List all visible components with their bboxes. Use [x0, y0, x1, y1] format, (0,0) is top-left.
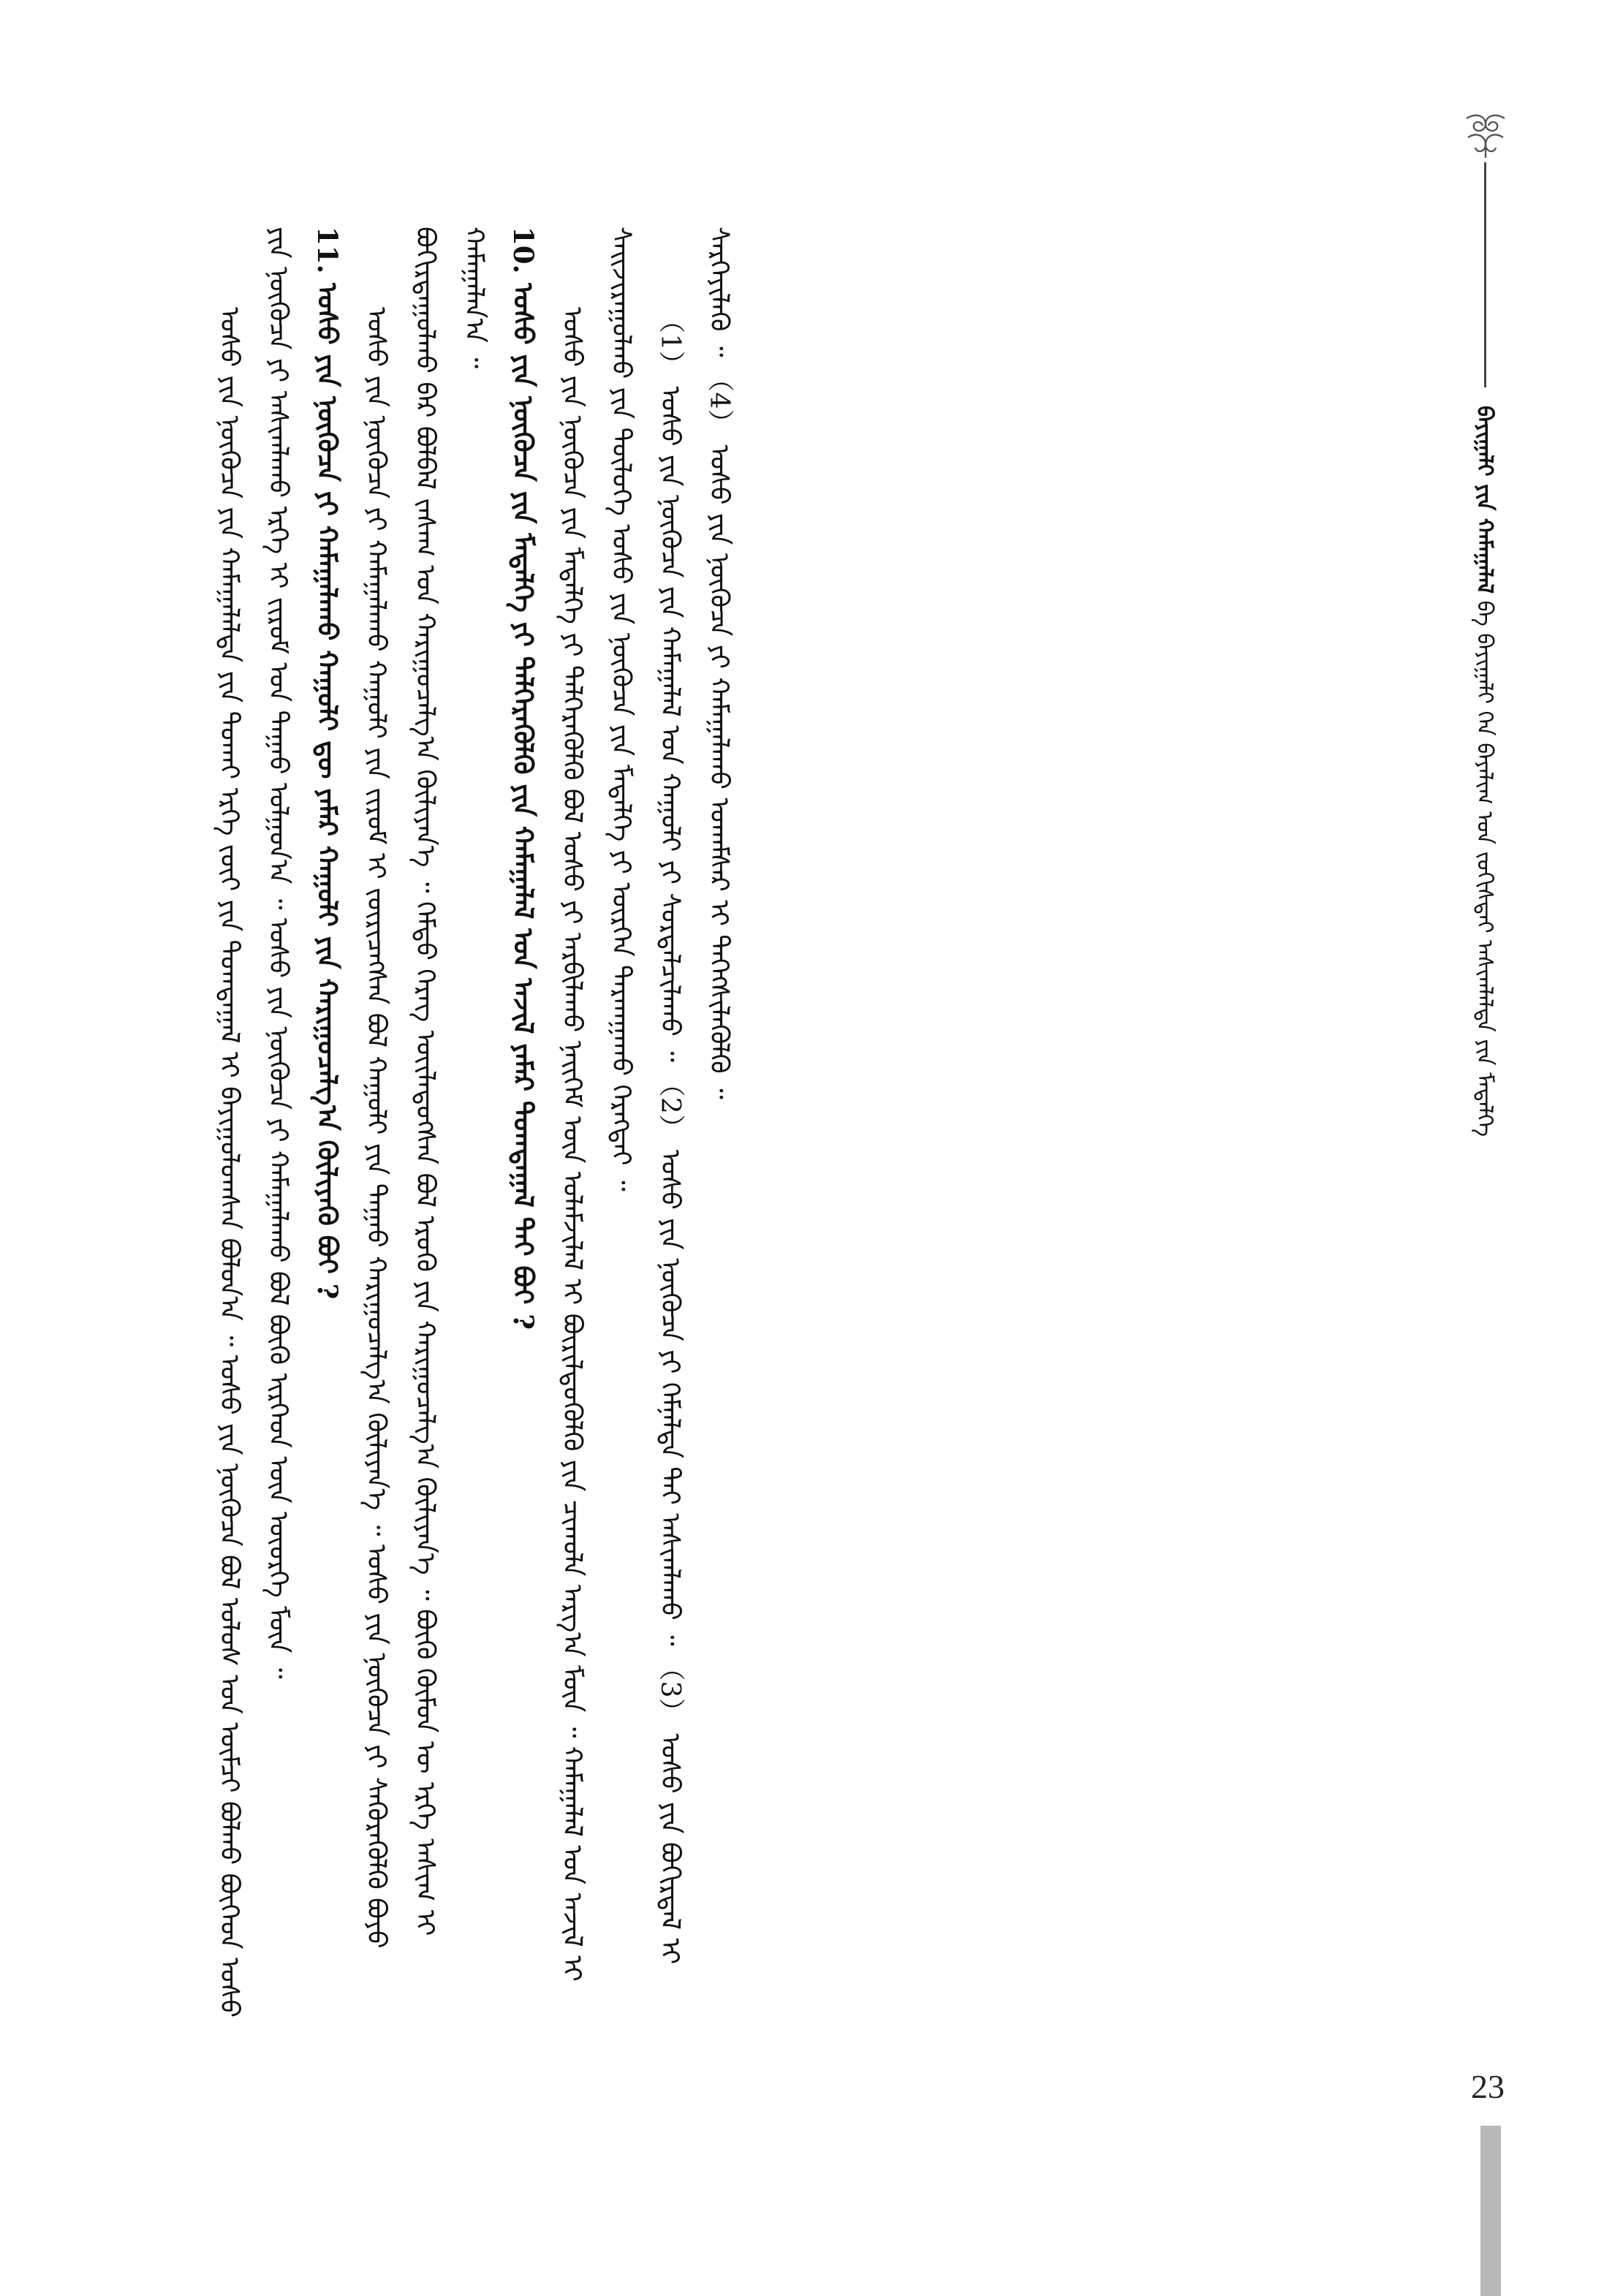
running-head	[1462, 406, 1506, 1137]
heading-number: 11.	[311, 227, 344, 274]
header-divider	[1484, 162, 1486, 387]
ornament-icon	[1461, 111, 1510, 158]
page-number: 23	[1471, 2068, 1505, 2105]
running-title-main: ᠪᠠᠶᠢᠭᠠᠯᠢ ᠶᠢᠨ ᠬᠠᠮᠠᠭᠠᠯᠠᠯ	[1472, 406, 1497, 594]
body-text	[205, 227, 1407, 2039]
running-title-rest: ᠪᠠ ᠪᠠᠶᠢᠭᠠᠯᠢ ᠭᠡᠨ ᠪᠠᠶᠠᠯᠢᠭ ᠤᠨ ᠵᠣᠬᠢᠰᠲᠠᠢ ᠠᠰᠢᠭᠯᠠᠯᠲᠠ ᠶᠢᠨ ᠮᠡᠳᠡᠯᠭᠡ	[1472, 600, 1497, 1137]
heading-text: ᠤᠰᠤ ᠶᠢᠨ ᠨᠦᠭᠦᠴᠡ ᠶᠢ ᠬᠠᠮᠠᠭᠠᠯᠠᠬᠤ ᠬᠠᠭᠤᠯᠢ ᠳᠦ ᠶᠠᠮᠠᠷ ᠬᠠᠭᠤᠯᠢ ᠶᠢᠨ ᠬᠠᠷᠢᠭᠤᠴᠠᠯᠭ᠎ᠠ ᠬᠦᠯᠢᠶᠡᠬᠦ ᠪᠤᠢ ?	[311, 283, 344, 1300]
paragraph-section-11: ᠤᠰᠤ ᠶᠢᠨ ᠨᠦᠭᠦᠴᠡ ᠶᠢ ᠬᠠᠮᠠᠭᠠᠯᠠᠬᠤ ᠬᠠᠭᠤᠯᠢ ᠶᠢᠨ ᠵᠢᠷᠤᠮ ᠢ ᠵᠥᠷᠢᠴᠡᠭᠰᠡᠨ ᠪᠣᠯ ᠬᠠᠭᠤᠯᠢ ᠶᠢᠨ ᠳᠠᠭᠠᠤ ᠬᠠᠷᠢᠭᠤᠴᠠᠯᠭ᠎ᠠ ᠬᠦᠯᠢᠶᠡᠨ᠎ᠡ ᠃ ᠤᠰᠤ ᠶᠢᠨ ᠨᠦᠭᠦᠴᠡ ᠶᠢ ᠰᠡᠭᠦᠷᠡᠭᠦᠯᠬᠦ ᠪᠤᠶᠤ ᠪᠣᠬᠢᠷᠳᠠᠭᠤᠯᠬᠤ ᠪᠠᠷ ᠪᠣᠯᠪᠠᠯ ᠵᠠᠰᠠᠭ ᠤᠨ ᠬᠠᠷᠢᠭᠤᠴᠠᠯᠭ᠎ᠠ ᠬᠦᠯᠢᠶᠡᠨ᠎ᠡ ᠃ ᠭᠡᠮᠲᠦ ᠬᠡᠷᠡᠭ ᠦᠢᠯᠡᠳᠦᠭᠰᠡᠨ ᠪᠣᠯ ᠡᠷᠦᠭᠦ ᠶᠢᠨ ᠬᠠᠷᠢᠭᠤᠴᠠᠯᠭ᠎ᠠ ᠬᠦᠯᠢᠶᠡᠨ᠎ᠡ ᠃ ᠪᠦᠬᠦ ᠬᠦᠮᠦᠨ ᠦ ᠡᠷᠬᠡ ᠠᠰᠢᠭ ᠢ ᠬᠠᠮᠠᠭᠠᠯᠠᠨ᠎ᠠ ᠃	[361, 227, 489, 1949]
paragraph-section-10: ᠤᠰᠤ ᠶᠢᠨ ᠨᠦᠭᠦᠴᠡ ᠶᠢᠨ ᠮᠡᠳᠡᠯᠭᠡ ᠶᠢ ᠳᠡᠯᠭᠡᠷᠡᠭᠦᠯᠬᠦ ᠪᠣᠯ ᠤᠰᠤ ᠶᠢ ᠠᠷᠪᠢᠯᠠᠬᠤ ᠨᠡᠢᠭᠡᠮ ᠦᠨ ᠤᠯᠠᠮᠵᠢᠯᠠᠯ ᠢ ᠪᠦᠷᠢᠯᠳᠦᠭᠦᠯᠬᠦ ᠶᠢᠨ ᠴᠢᠬᠤᠯᠠ ᠠᠷᠭ᠎ᠠ ᠮᠥᠨ ᠃ ᠬᠠᠮᠠᠭᠠᠯᠠᠯ ᠤᠨ ᠠᠵᠢᠯ ᠢ ᠰᠠᠢᠵᠢᠷᠠᠭᠤᠯᠬᠤ ᠶᠢᠨ ᠲᠥᠯᠥᠭᠡ ᠤᠰᠤ ᠶᠢᠨ ᠨᠦᠭᠦᠴᠡ ᠶᠢᠨ ᠮᠡᠳᠡᠯᠭᠡ ᠶᠢ ᠥᠷᠭᠡᠨ ᠲᠠᠷᠬᠠᠭᠠᠬᠤ ᠬᠡᠷᠡᠭᠲᠡᠢ ᠃	[557, 227, 636, 1982]
heading-text: ᠤᠰᠤ ᠶᠢᠨ ᠨᠦᠭᠦᠴᠡ ᠶᠢᠨ ᠮᠡᠳᠡᠯᠭᠡ ᠶᠢ ᠳᠡᠯᠭᠡᠷᠡᠭᠦᠯᠬᠦ ᠶᠢᠨ ᠬᠠᠮᠠᠭᠠᠯᠠᠯ ᠤᠨ ᠠᠵᠢᠯ ᠶᠠᠮᠠᠷ ᠲᠣᠭᠲᠠᠭᠠᠯ ᠲᠠᠢ ᠪᠤᠢ ?	[507, 283, 540, 1330]
side-tab	[1480, 2126, 1501, 2296]
paragraph-list: （1） ᠤᠰᠤ ᠶᠢᠨ ᠨᠦᠭᠦᠴᠡ ᠶᠢᠨ ᠬᠠᠮᠠᠭᠠᠯᠠᠯ ᠤᠨ ᠬᠠᠭᠤᠯᠢ ᠶᠢ ᠰᠤᠷᠲᠠᠯᠴᠢᠯᠠᠬᠤ ᠃ （2） ᠤᠰᠤ ᠶᠢᠨ ᠨᠦᠭᠦᠴᠡ ᠶᠢ ᠬᠡᠮᠨᠡᠯᠲᠡ ᠲᠡᠢ ᠠᠰᠢᠭᠯᠠᠬᠤ ᠃ （3） ᠤᠰᠤ ᠶᠢᠨ ᠪᠣᠬᠢᠷᠳᠠᠯ ᠢ ᠰᠡᠷᠭᠡᠶᠢᠯᠡᠬᠦ ᠃ （4） ᠤᠰᠤ ᠶᠢᠨ ᠨᠦᠭᠦᠴᠡ ᠶᠢ ᠬᠠᠮᠠᠭᠠᠯᠠᠬᠤ ᠤᠬᠠᠮᠰᠠᠷ ᠢ ᠳᠡᠭᠡᠭᠰᠢᠯᠡᠭᠦᠯᠬᠦ ᠃	[655, 227, 734, 1965]
section-heading-10	[499, 227, 548, 2039]
paragraph-intro: ᠤᠰᠤ ᠶᠢᠨ ᠨᠦᠭᠦᠴᠡ ᠶᠢᠨ ᠬᠠᠮᠠᠭᠠᠯᠠᠯᠲᠠ ᠶᠢᠨ ᠲᠤᠬᠠᠢ ᠡᠷᠬᠡ ᠵᠦᠢ ᠶᠢᠨ ᠲᠣᠭᠲᠠᠭᠠᠯ ᠢ ᠪᠠᠶᠢᠭᠤᠯᠤᠭᠰᠠᠨ ᠪᠣᠯᠤᠨ᠎ᠠ ᠃ ᠤᠰᠤ ᠶᠢᠨ ᠨᠦᠭᠦᠴᠡ ᠪᠣᠯ ᠤᠯᠤᠰ ᠤᠨ ᠥᠮᠴᠢ ᠪᠣᠯᠬᠤ ᠪᠥᠭᠡᠳ ᠤᠰᠤ ᠶᠢᠨ ᠨᠦᠭᠦᠴᠡ ᠶᠢ ᠠᠰᠢᠭᠯᠠᠬᠤ ᠡᠷᠬᠡ ᠢ ᠵᠢᠷᠤᠮ ᠤᠨ ᠳᠠᠭᠠᠤ ᠣᠯᠭᠤᠨ᠎ᠠ ᠃ ᠤᠰᠤ ᠶᠢᠨ ᠨᠦᠭᠦᠴᠡ ᠶᠢ ᠬᠠᠮᠠᠭᠠᠯᠠᠬᠤ ᠪᠣᠯ ᠪᠦᠬᠦ ᠢᠷᠭᠡᠳ ᠦᠨ ᠦᠦᠷᠭᠡ ᠮᠥᠨ ᠃	[214, 227, 293, 2018]
heading-number: 10.	[507, 227, 540, 274]
section-heading-11	[303, 227, 352, 2039]
